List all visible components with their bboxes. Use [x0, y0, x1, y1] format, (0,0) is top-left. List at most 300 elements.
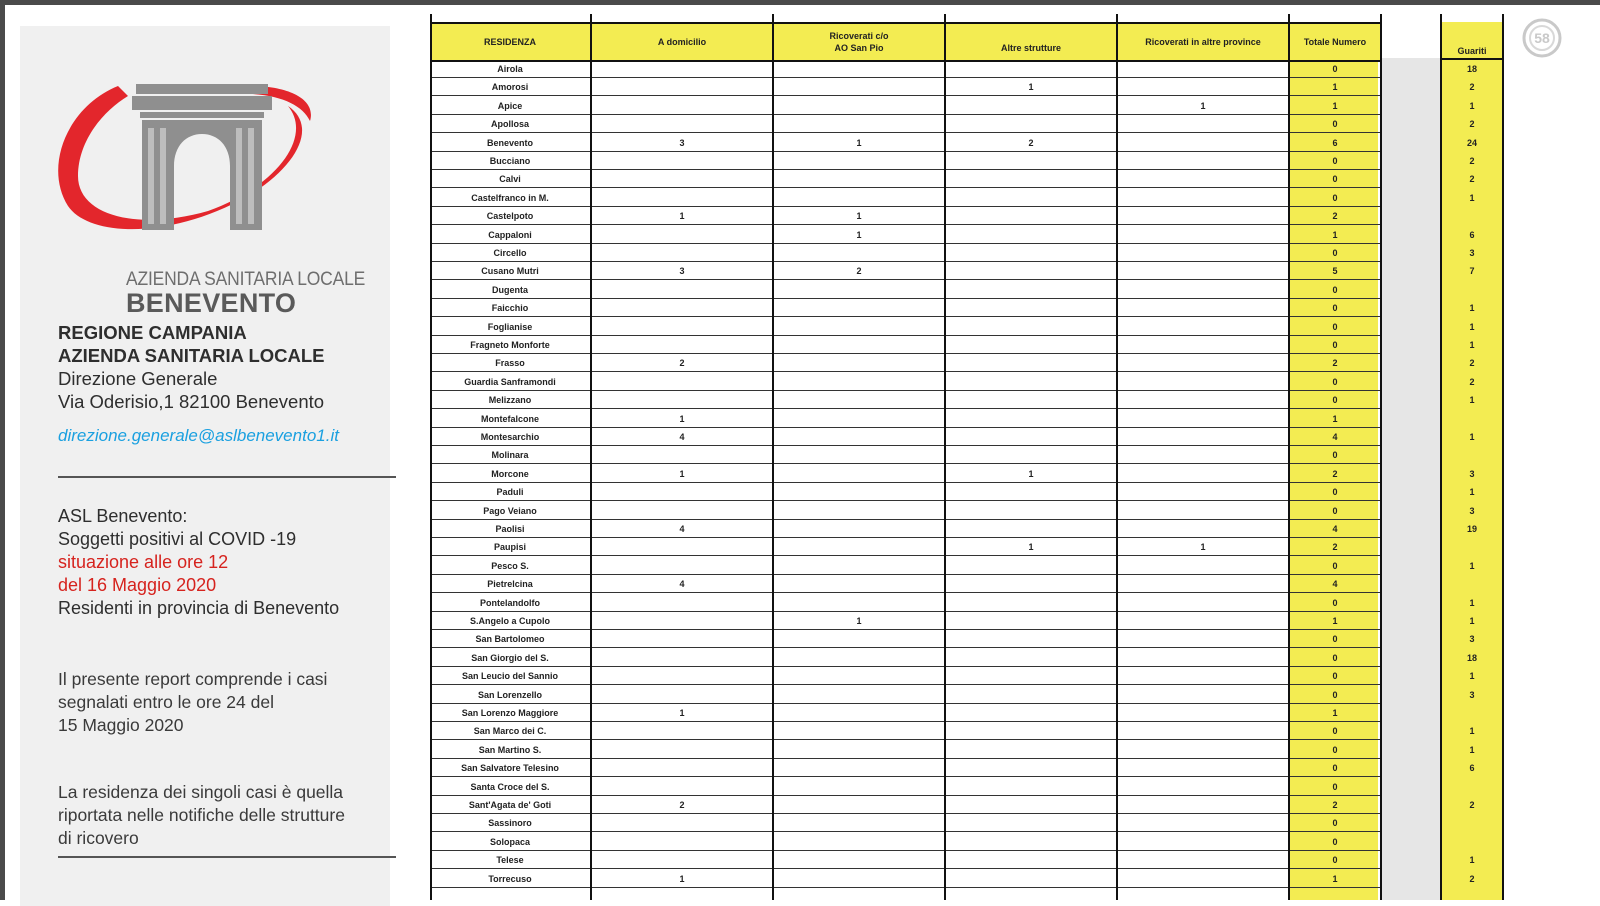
table-row [430, 134, 1510, 152]
cell-guariti: 1 [1469, 671, 1475, 682]
cell-sanpio [774, 318, 944, 336]
cell-sanpio: 2 [856, 266, 862, 277]
grid-line [590, 14, 592, 900]
cell-altre [946, 575, 1116, 593]
cell-guariti [1442, 575, 1502, 593]
cell-totale: 0 [1332, 726, 1338, 737]
covid-cases-table [430, 0, 1550, 900]
cell-domicilio [592, 612, 772, 630]
cell-altre: 1 [1028, 542, 1034, 553]
header-altre: Altre strutture [1000, 43, 1061, 53]
cell-domicilio [592, 226, 772, 244]
cell-domicilio [592, 78, 772, 96]
header-residenza: RESIDENZA [483, 37, 536, 47]
cell-totale: 0 [1332, 376, 1338, 387]
cell-altre [946, 336, 1116, 354]
report-title-block [58, 505, 339, 620]
cell-province [1118, 722, 1288, 740]
cell-guariti: 18 [1466, 64, 1477, 74]
cell-sanpio [774, 97, 944, 115]
cell-domicilio: 1 [679, 708, 685, 718]
cell-guariti: 6 [1469, 763, 1475, 774]
cell-guariti [1442, 704, 1502, 722]
cell-altre [946, 226, 1116, 244]
cell-altre [946, 870, 1116, 888]
cell-altre [946, 97, 1116, 115]
cell-altre: 1 [1028, 82, 1034, 93]
cell-guariti: 1 [1469, 855, 1475, 866]
table-row [430, 483, 1510, 501]
cell-totale: 0 [1332, 505, 1338, 516]
cell-sanpio: 1 [856, 616, 862, 626]
cell-sanpio: 1 [856, 229, 862, 240]
report-line-5: Residenti in provincia di Benevento [58, 598, 340, 618]
report-notes [58, 646, 345, 850]
cell-guariti [1442, 538, 1502, 556]
cell-province [1118, 833, 1288, 851]
cell-residenza: Sassinoro [488, 818, 532, 829]
guariti-header [1442, 22, 1502, 60]
cell-sanpio [774, 851, 944, 869]
cell-residenza: Calvi [499, 174, 521, 185]
cell-sanpio [774, 446, 944, 464]
cell-province [1118, 814, 1288, 832]
cell-altre [946, 741, 1116, 759]
report-time: situazione alle ore 12 [58, 552, 229, 572]
cell-province [1118, 704, 1288, 722]
cell-residenza: Montefalcone [480, 413, 539, 424]
cell-totale: 1 [1332, 413, 1338, 424]
cell-guariti: 1 [1469, 560, 1475, 571]
report-line-2: Soggetti positivi al COVID -19 [58, 529, 297, 549]
cell-sanpio [774, 373, 944, 391]
cell-residenza: Telese [496, 855, 524, 866]
cell-altre: 1 [1028, 468, 1034, 479]
note-1-line-3: 15 Maggio 2020 [58, 715, 184, 735]
cell-domicilio: 1 [679, 873, 685, 884]
cell-altre [946, 594, 1116, 612]
table-row [430, 759, 1510, 777]
cell-domicilio [592, 446, 772, 464]
cell-guariti: 2 [1469, 800, 1475, 810]
cell-domicilio [592, 115, 772, 133]
report-date: del 16 Maggio 2020 [58, 575, 217, 595]
cell-residenza: Castelfranco in M. [471, 192, 549, 203]
cell-residenza: Dugenta [492, 284, 528, 295]
cell-province [1118, 244, 1288, 262]
cell-domicilio [592, 318, 772, 336]
cell-domicilio: 2 [679, 800, 685, 810]
cell-altre [946, 60, 1116, 78]
cell-totale: 0 [1332, 689, 1338, 700]
cell-sanpio [774, 833, 944, 851]
header-sanpio-line1: Ricoverati c/o [829, 31, 889, 41]
cell-altre [946, 502, 1116, 520]
table-row [430, 814, 1510, 832]
address-block [58, 321, 325, 413]
cell-residenza: Pietrelcina [487, 579, 533, 590]
cell-province [1118, 575, 1288, 593]
table-row [430, 428, 1510, 446]
cell-province [1118, 594, 1288, 612]
logo-title: BENEVENTO [126, 288, 297, 318]
cell-sanpio [774, 667, 944, 685]
cell-residenza: Foglianise [487, 321, 533, 332]
cell-altre [946, 189, 1116, 207]
table-row [430, 189, 1510, 207]
cell-altre [946, 446, 1116, 464]
table-row [430, 446, 1510, 464]
cell-sanpio [774, 722, 944, 740]
cell-sanpio [774, 575, 944, 593]
grid-line [944, 14, 946, 900]
cell-totale: 2 [1332, 468, 1338, 479]
cell-guariti: 7 [1469, 266, 1475, 277]
cell-altre [946, 686, 1116, 704]
cell-domicilio [592, 649, 772, 667]
header-domicilio: A domicilio [657, 37, 707, 47]
cell-guariti: 19 [1466, 524, 1477, 534]
cell-altre [946, 373, 1116, 391]
cell-sanpio [774, 428, 944, 446]
cell-altre [946, 299, 1116, 317]
cell-totale: 1 [1332, 100, 1338, 111]
cell-guariti: 6 [1469, 229, 1475, 240]
table-row [430, 778, 1510, 796]
cell-province [1118, 778, 1288, 796]
cell-province [1118, 189, 1288, 207]
cell-totale: 0 [1332, 248, 1338, 258]
asl-logo [48, 66, 368, 316]
cell-guariti [1442, 207, 1502, 225]
cell-domicilio [592, 741, 772, 759]
cell-guariti [1442, 446, 1502, 464]
cell-residenza: Sant'Agata de' Goti [468, 800, 552, 810]
cell-domicilio [592, 594, 772, 612]
cell-altre [946, 354, 1116, 372]
table-row [430, 649, 1510, 667]
cell-guariti: 2 [1469, 358, 1475, 369]
cell-sanpio [774, 410, 944, 428]
address-region: REGIONE CAMPANIA [58, 322, 247, 343]
cell-totale: 0 [1332, 836, 1338, 847]
cell-sanpio [774, 814, 944, 832]
cell-altre [946, 833, 1116, 851]
cell-province [1118, 557, 1288, 575]
cell-domicilio [592, 833, 772, 851]
cell-altre [946, 410, 1116, 428]
cell-guariti: 3 [1469, 634, 1475, 645]
table-row [430, 630, 1510, 648]
cell-guariti: 3 [1469, 505, 1475, 516]
cell-guariti [1442, 814, 1502, 832]
note-2-line-3: di ricovero [58, 828, 139, 848]
cell-guariti: 18 [1466, 652, 1477, 663]
cell-province [1118, 262, 1288, 280]
cell-guariti: 1 [1469, 321, 1475, 332]
cell-altre [946, 207, 1116, 225]
cell-sanpio [774, 557, 944, 575]
cell-totale: 0 [1332, 818, 1338, 829]
cell-totale: 5 [1332, 266, 1338, 277]
cell-sanpio: 1 [856, 211, 862, 222]
cell-residenza: Guardia Sanframondi [464, 376, 556, 387]
table-row [430, 60, 1510, 78]
cell-domicilio [592, 759, 772, 777]
cell-residenza: Castelpoto [486, 211, 534, 222]
badge-number: 58 [1534, 30, 1550, 46]
table-row [430, 152, 1510, 170]
table-row [430, 741, 1510, 759]
cell-province [1118, 226, 1288, 244]
table-row [430, 244, 1510, 262]
cell-domicilio [592, 686, 772, 704]
cell-residenza: San Martino S. [478, 744, 542, 755]
cell-guariti: 1 [1469, 726, 1475, 737]
header-sanpio [774, 24, 944, 60]
header-sanpio-line2: AO San Pio [834, 43, 884, 53]
table-row [430, 557, 1510, 575]
table-row [430, 410, 1510, 428]
header-guariti: Guariti [1457, 46, 1487, 56]
cell-sanpio [774, 465, 944, 483]
cell-province [1118, 170, 1288, 188]
cell-sanpio [774, 60, 944, 78]
table-row [430, 97, 1510, 115]
cell-domicilio [592, 814, 772, 832]
cell-province [1118, 759, 1288, 777]
cell-residenza: Paolisi [495, 524, 525, 534]
cell-altre [946, 262, 1116, 280]
cell-residenza: Cusano Mutri [481, 266, 539, 277]
header-totale: Totale Numero [1303, 37, 1367, 47]
cell-totale: 0 [1332, 119, 1338, 130]
table-row [430, 318, 1510, 336]
cell-sanpio [774, 870, 944, 888]
cell-altre [946, 667, 1116, 685]
cell-residenza: Santa Croce del S. [470, 781, 550, 792]
cell-totale: 4 [1332, 524, 1338, 534]
cell-altre [946, 281, 1116, 299]
cell-sanpio [774, 630, 944, 648]
cell-sanpio: 1 [856, 137, 862, 148]
cell-residenza: Frasso [495, 358, 525, 369]
cell-altre [946, 630, 1116, 648]
table-row [430, 686, 1510, 704]
cell-residenza: Apollosa [490, 119, 529, 130]
table-row [430, 870, 1510, 888]
cell-domicilio [592, 667, 772, 685]
table-header [430, 22, 1382, 62]
cell-domicilio [592, 281, 772, 299]
note-1-line-1: Il presente report comprende i casi [58, 669, 328, 689]
cell-sanpio [774, 281, 944, 299]
cell-domicilio [592, 538, 772, 556]
cell-province [1118, 410, 1288, 428]
cell-totale: 0 [1332, 781, 1338, 792]
cell-residenza: Airola [497, 64, 523, 74]
cell-guariti: 1 [1469, 395, 1475, 406]
cell-totale: 2 [1332, 358, 1338, 369]
cell-altre [946, 244, 1116, 262]
cell-domicilio: 2 [679, 358, 685, 369]
cell-totale: 0 [1332, 763, 1338, 774]
cell-altre [946, 557, 1116, 575]
cell-domicilio [592, 502, 772, 520]
cell-sanpio [774, 391, 944, 409]
cell-province [1118, 612, 1288, 630]
email-link[interactable]: direzione.generale@aslbenevento1.it [58, 426, 339, 445]
cell-residenza: Morcone [491, 468, 529, 479]
cell-guariti: 1 [1469, 432, 1475, 442]
cell-province [1118, 667, 1288, 685]
cell-sanpio [774, 741, 944, 759]
cell-totale: 0 [1332, 64, 1338, 74]
table-row [430, 226, 1510, 244]
cell-province [1118, 630, 1288, 648]
cell-domicilio [592, 336, 772, 354]
cell-province [1118, 502, 1288, 520]
cell-sanpio [774, 778, 944, 796]
cell-totale: 0 [1332, 284, 1338, 295]
cell-residenza: Apice [497, 100, 523, 111]
cell-totale: 0 [1332, 671, 1338, 682]
cell-totale: 1 [1332, 873, 1338, 884]
cell-guariti: 1 [1469, 303, 1475, 314]
cell-residenza: San Lorenzello [477, 689, 542, 700]
cell-domicilio [592, 152, 772, 170]
cell-province [1118, 446, 1288, 464]
cell-province [1118, 391, 1288, 409]
grid-line [1440, 14, 1442, 900]
cell-guariti: 1 [1469, 192, 1475, 203]
cell-totale: 0 [1332, 174, 1338, 185]
divider [58, 856, 396, 858]
cell-sanpio [774, 594, 944, 612]
table-row [430, 722, 1510, 740]
cell-guariti [1442, 281, 1502, 299]
cell-domicilio [592, 170, 772, 188]
cell-domicilio [592, 299, 772, 317]
cell-altre [946, 318, 1116, 336]
cell-domicilio [592, 391, 772, 409]
table-row [430, 170, 1510, 188]
divider [58, 476, 396, 478]
cell-residenza: San Lorenzo Maggiore [461, 708, 559, 718]
cell-totale: 1 [1332, 82, 1338, 93]
table-row [430, 115, 1510, 133]
cell-province [1118, 483, 1288, 501]
cell-altre [946, 428, 1116, 446]
cell-residenza: Molinara [491, 450, 529, 461]
cell-residenza: Solopaca [489, 836, 530, 847]
cell-totale: 0 [1332, 597, 1338, 608]
grid-line [1502, 14, 1504, 900]
table-row [430, 667, 1510, 685]
cell-domicilio [592, 630, 772, 648]
cell-totale: 2 [1332, 211, 1338, 222]
cell-domicilio [592, 483, 772, 501]
cell-sanpio [774, 759, 944, 777]
cell-province [1118, 60, 1288, 78]
cell-residenza: Pesco S. [491, 560, 529, 571]
cell-altre [946, 796, 1116, 814]
cell-province [1118, 520, 1288, 538]
cell-sanpio [774, 796, 944, 814]
note-2-line-1: La residenza dei singoli casi è quella [58, 782, 344, 802]
cell-altre: 2 [1028, 137, 1034, 148]
cell-altre [946, 759, 1116, 777]
table-row [430, 851, 1510, 869]
cell-domicilio [592, 189, 772, 207]
cell-totale: 4 [1332, 579, 1338, 590]
table-row [430, 594, 1510, 612]
cell-domicilio: 3 [679, 137, 685, 148]
table-row [430, 538, 1510, 556]
cell-residenza: Circello [493, 248, 527, 258]
cell-guariti: 1 [1469, 616, 1475, 626]
cell-totale: 0 [1332, 156, 1338, 166]
cell-province [1118, 207, 1288, 225]
cell-totale: 2 [1332, 542, 1338, 553]
cell-province [1118, 134, 1288, 152]
cell-sanpio [774, 115, 944, 133]
table-row [430, 78, 1510, 96]
cell-domicilio [592, 851, 772, 869]
cell-altre [946, 170, 1116, 188]
cell-residenza: Paduli [496, 487, 524, 498]
table-row [430, 262, 1510, 280]
cell-residenza: Pontelandolfo [480, 597, 540, 608]
cell-guariti: 3 [1469, 468, 1475, 479]
cell-totale: 0 [1332, 303, 1338, 314]
grid-line [1380, 14, 1382, 900]
cell-domicilio: 3 [679, 266, 685, 277]
cell-totale: 4 [1332, 432, 1338, 442]
cell-domicilio: 4 [679, 432, 685, 442]
cell-domicilio [592, 557, 772, 575]
cell-guariti: 3 [1469, 248, 1475, 258]
cell-altre [946, 520, 1116, 538]
cell-altre [946, 851, 1116, 869]
cell-province: 1 [1200, 100, 1206, 111]
cell-altre [946, 612, 1116, 630]
header-province: Ricoverati in altre province [1145, 37, 1261, 47]
cell-residenza: Montesarchio [480, 432, 540, 442]
cell-guariti: 1 [1469, 597, 1475, 608]
cell-residenza: Melizzano [488, 395, 532, 406]
cell-totale: 1 [1332, 708, 1338, 718]
cell-guariti: 2 [1469, 82, 1475, 93]
cell-province [1118, 870, 1288, 888]
table-row [430, 833, 1510, 851]
cell-sanpio [774, 170, 944, 188]
cell-totale: 0 [1332, 321, 1338, 332]
cell-province: 1 [1200, 542, 1206, 553]
table-row [430, 465, 1510, 483]
table-row [430, 612, 1510, 630]
report-line-1: ASL Benevento: [58, 506, 188, 526]
cell-residenza: Pago Veiano [483, 505, 537, 516]
cell-totale: 0 [1332, 744, 1338, 755]
cell-guariti: 2 [1469, 119, 1475, 130]
cell-guariti: 3 [1469, 689, 1475, 700]
address-street: Via Oderisio,1 82100 Benevento [58, 391, 325, 412]
cell-residenza: San Leucio del Sannio [461, 671, 559, 682]
table-row [430, 299, 1510, 317]
cell-residenza: San Bartolomeo [475, 634, 545, 645]
cell-guariti: 2 [1469, 156, 1475, 166]
